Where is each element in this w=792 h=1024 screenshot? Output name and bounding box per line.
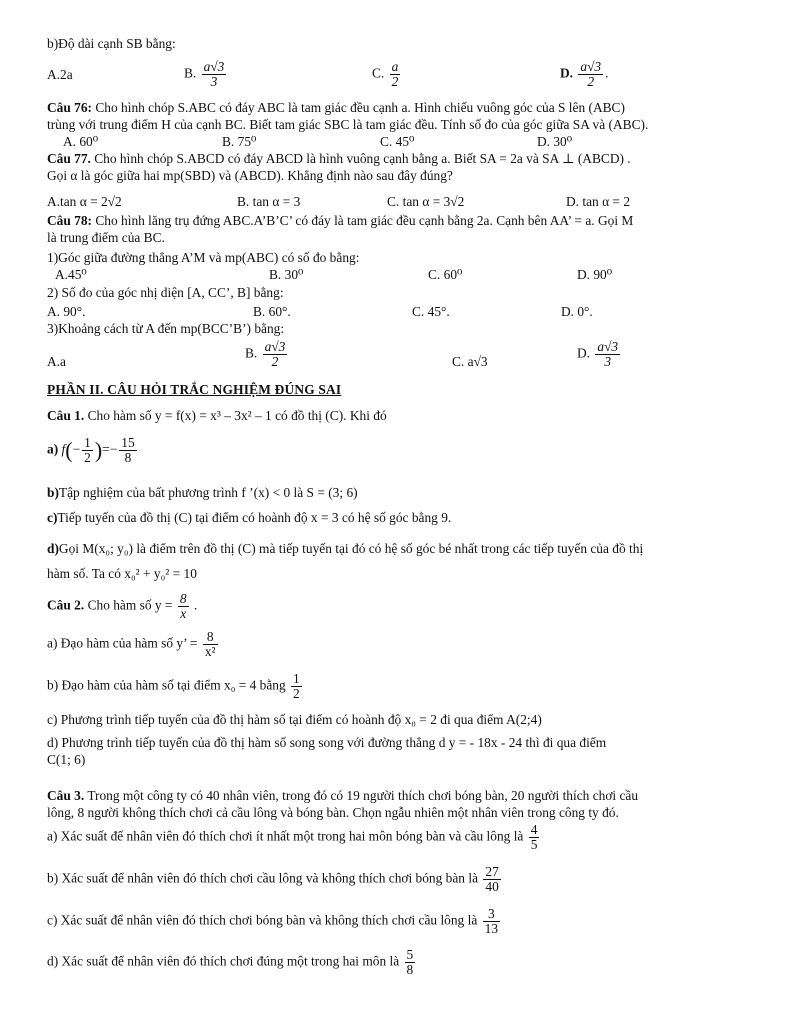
question-label: Câu 78: <box>47 213 93 228</box>
question-78-part1: 1)Góc giữa đường thẳng A’M và mp(ABC) có số đo bằng: <box>47 250 360 265</box>
statement-a: a) Đạo hàm của hàm số y’ = $\frac{8}{\text{x²}}$ <box>47 629 216 659</box>
question-78-part2: 2) Số đo của góc nhị diện [A, CC’, B] bằng: <box>47 285 284 300</box>
option-d: D. $\frac{a√3}{2}$ . <box>560 59 609 89</box>
question-3-line2: lông, 8 người không thích chơi cả cầu lông và bóng bàn. Chọn ngẫu nhiên một nhân viên trong công ty đó. <box>47 805 619 820</box>
question-label: Câu 1. <box>47 408 85 423</box>
statement-d-line2: hàm số. Ta có x₀² + y₀² = 10 <box>47 566 197 581</box>
fraction: $\frac{a√3}{3}$ <box>597 339 619 369</box>
option-b: B. 60°. <box>253 304 291 319</box>
statement-d: d) Xác suất để nhân viên đó thích chơi đúng một trong hai môn là $\frac{5}{8}$ <box>47 947 414 977</box>
statement-c: c) Xác suất để nhân viên đó thích chơi bóng bàn và không thích chơi cầu lông là $\frac{3}{13}$ <box>47 906 499 936</box>
option-c: C. 45⁰ <box>380 134 415 149</box>
statement-b: b) Xác suất để nhân viên đó thích chơi cầu lông và không thích chơi bóng bàn là $\frac{27}{40}$ <box>47 864 499 894</box>
statement-d: d)Gọi M(x₀; y₀) là điểm trên đồ thị (C) mà tiếp tuyến tại đó có hệ số góc bé nhất trong các tiếp tuyến của đồ thị <box>47 541 644 556</box>
statement-d-line2: C(1; 6) <box>47 752 86 767</box>
option-d: D. tan α = 2 <box>566 194 631 209</box>
option-a: A. 60⁰ <box>63 134 99 149</box>
question-76-line2: trùng với trung điểm H của cạnh BC. Biết tam giác SBC là tam giác đều. Tính số đo của góc giữa SA và (ABC). <box>47 117 649 132</box>
fraction: $\frac{1}{2}$ <box>293 671 300 701</box>
option-a: A.tan α = 2√2 <box>47 194 122 209</box>
fraction: $\frac{15}{8}$ <box>121 435 135 465</box>
option-c: C. tan α = 3√2 <box>387 194 465 209</box>
option-a: A.a <box>47 354 66 369</box>
question-1: Câu 1. Cho hàm số y = f(x) = x³ – 3x² – 1 có đồ thị (C). Khi đó <box>47 408 387 423</box>
statement-a: a) f(− $\frac{1}{2}$ )=− $\frac{15}{8}$ <box>47 435 135 465</box>
statement-b: b) Đạo hàm của hàm số tại điểm x₀ = 4 bằng $\frac{1}{2}$ <box>47 671 300 701</box>
option-b: B. $\frac{a√3}{2}$ <box>245 339 286 369</box>
option-b: B. 75⁰ <box>222 134 257 149</box>
question-78-line2: là trung điểm của BC. <box>47 230 165 245</box>
option-c: C. $\frac{a}{2}$ <box>372 59 399 89</box>
option-d: D. 90⁰ <box>577 267 613 282</box>
fraction: $\frac{a√3}{2}$ <box>264 339 286 369</box>
question-3: Câu 3. Trong một công ty có 40 nhân viên, trong đó có 19 người thích chơi bóng bàn, 20 người thích chơi cầu <box>47 788 639 803</box>
fraction: $\frac{a}{2}$ <box>391 59 399 89</box>
option-c: C. a√3 <box>452 354 488 369</box>
fraction: $\frac{4}{5}$ <box>530 822 538 852</box>
option-b: B. $\frac{a√3}{3}$ <box>184 59 225 89</box>
option-c: C. 60⁰ <box>428 267 463 282</box>
statement-b: b)Tập nghiệm của bất phương trình f ’(x) < 0 là S = (3; 6) <box>47 485 358 500</box>
question-77-line2: Gọi α là góc giữa hai mp(SBD) và (ABCD). Khẳng định nào sau đây đúng? <box>47 168 453 183</box>
option-c: C. 45°. <box>412 304 450 319</box>
statement-d: d) Phương trình tiếp tuyến của đồ thị hàm số song song với đường thẳng d y = - 18x - 24 thì đi qua điểm <box>47 735 607 750</box>
question-77: Câu 77. Cho hình chóp S.ABCD có đáy ABCD là hình vuông cạnh bằng a. Biết SA = 2a và SA ⊥ (ABCD) . <box>47 151 631 166</box>
fraction: $\frac{1}{2}$ <box>84 435 91 465</box>
fraction: $\frac{5}{8}$ <box>406 947 414 977</box>
fraction: $\frac{8}{x}$ <box>179 591 187 621</box>
option-d: D. $\frac{a√3}{3}$ <box>577 339 619 369</box>
question-label: Câu 76: <box>47 100 93 115</box>
option-b: B. 30⁰ <box>269 267 304 282</box>
fraction: $\frac{3}{13}$ <box>484 906 499 936</box>
question-label: Câu 77. <box>47 151 91 166</box>
option-a: A.2a <box>47 67 73 82</box>
question-78: Câu 78: Cho hình lăng trụ đứng ABC.A’B’C’ có đáy là tam giác đều cạnh bằng 2a. Cạnh bên AA’ = a. Gọi M <box>47 213 634 228</box>
fraction: $\frac{a√3}{2}$ <box>580 59 602 89</box>
sb-length-prompt: b)Độ dài cạnh SB bằng: <box>47 36 176 51</box>
option-b: B. tan α = 3 <box>237 194 301 209</box>
question-2: Câu 2. Cho hàm số y = $\frac{8}{x}$ . <box>47 591 198 621</box>
statement-c: c) Phương trình tiếp tuyến của đồ thị hàm số tại điểm có hoành độ x₀ = 2 đi qua điểm A(2;4) <box>47 712 542 727</box>
question-label: Câu 2. <box>47 597 85 613</box>
fraction: $\frac{8}{\text{x²}}$ <box>204 629 216 659</box>
option-d: D. 0°. <box>561 304 593 319</box>
question-76: Câu 76: Cho hình chóp S.ABC có đáy ABC là tam giác đều cạnh a. Hình chiếu vuông góc của S lên (ABC) <box>47 100 625 115</box>
option-a: A. 90°. <box>47 304 86 319</box>
option-d: D. 30⁰ <box>537 134 573 149</box>
statement-c: c)Tiếp tuyến của đồ thị (C) tại điểm có hoành độ x = 3 có hệ số góc bằng 9. <box>47 510 452 525</box>
question-78-part3: 3)Khoảng cách từ A đến mp(BCC’B’) bằng: <box>47 321 285 336</box>
fraction: $\frac{a√3}{3}$ <box>203 59 225 89</box>
section-heading: PHẦN II. CÂU HỎI TRẮC NGHIỆM ĐÚNG SAI <box>47 382 342 397</box>
option-a: A.45⁰ <box>55 267 87 282</box>
fraction: $\frac{27}{40}$ <box>485 864 499 894</box>
statement-a: a) Xác suất để nhân viên đó thích chơi ít nhất một trong hai môn bóng bàn và cầu lông là $\frac{4}{5}$ <box>47 822 538 852</box>
question-label: Câu 3. <box>47 788 85 803</box>
